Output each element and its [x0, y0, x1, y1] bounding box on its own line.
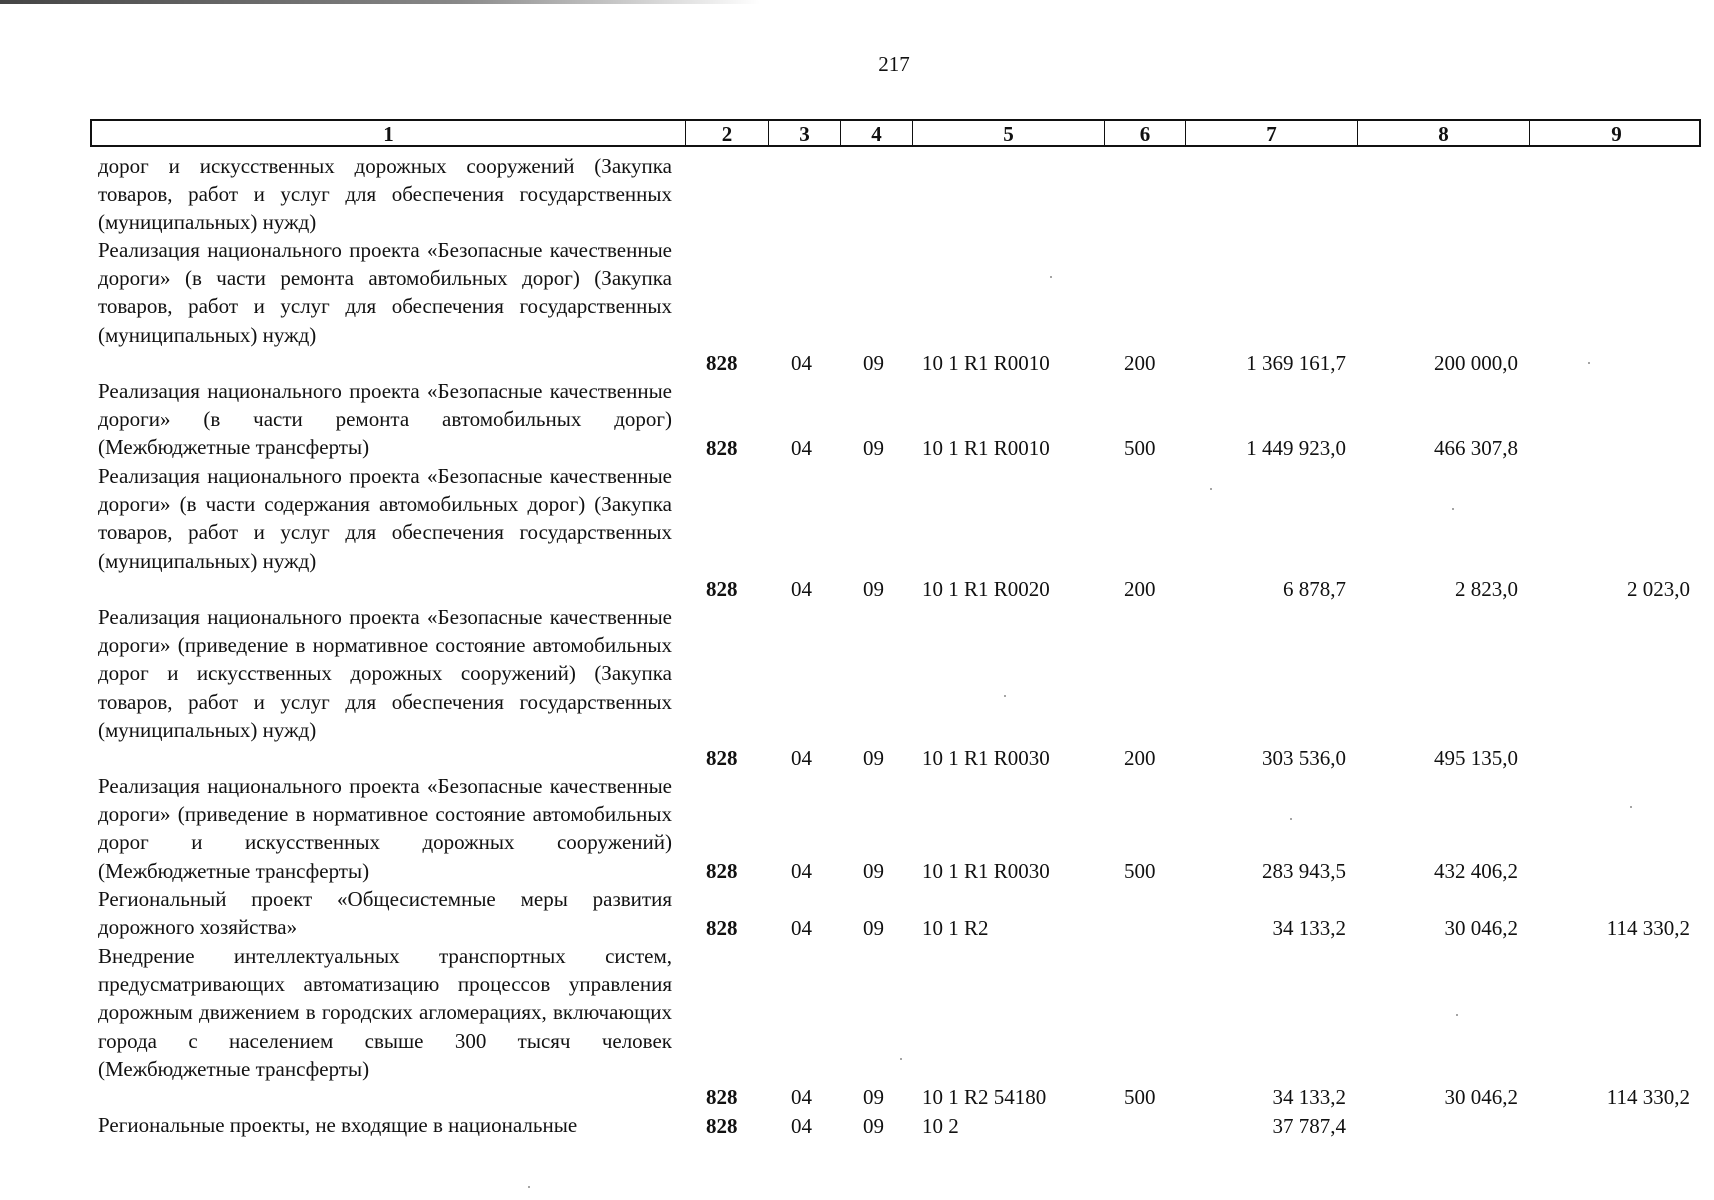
row-description: дорог и искусственных дорожных сооружений (Закупка товаров, работ и услуг для обеспечения государственных (муниципальных) нужд) — [98, 154, 672, 235]
cell-csr: 10 1 R1 R0030 — [922, 859, 1050, 883]
cell-sum-8: 2 823,0 — [1455, 577, 1518, 601]
page-number: 217 — [878, 52, 910, 76]
scan-speck — [1630, 806, 1632, 808]
table-row — [0, 942, 1714, 1111]
cell-gr: 828 — [706, 351, 738, 375]
table-row — [0, 236, 1714, 377]
cell-rz: 04 — [791, 436, 812, 460]
cell-vr: 500 — [1124, 1085, 1156, 1109]
cell-sum-8: 466 307,8 — [1434, 436, 1518, 460]
cell-gr: 828 — [706, 436, 738, 460]
cell-sum-8: 30 046,2 — [1444, 916, 1518, 940]
cell-pr: 09 — [863, 1114, 884, 1138]
scan-speck — [900, 1058, 902, 1060]
scan-speck — [528, 1186, 530, 1188]
table-row — [0, 1111, 1714, 1140]
cell-vr: 200 — [1124, 351, 1156, 375]
cell-csr: 10 1 R1 R0010 — [922, 436, 1050, 460]
cell-sum-7: 283 943,5 — [1262, 859, 1346, 883]
cell-csr: 10 1 R1 R0030 — [922, 746, 1050, 770]
row-description: Реализация национального проекта «Безопасные качественные дороги» (в части ремонта автомобильных дорог) (Межбюджетные трансферты) — [98, 379, 672, 460]
table-row — [0, 885, 1714, 942]
cell-gr: 828 — [706, 577, 738, 601]
cell-sum-8: 495 135,0 — [1434, 746, 1518, 770]
cell-csr: 10 1 R1 R0020 — [922, 577, 1050, 601]
cell-vr: 500 — [1124, 859, 1156, 883]
table-row — [0, 462, 1714, 603]
cell-rz: 04 — [791, 577, 812, 601]
scan-edge — [0, 0, 760, 4]
cell-vr: 200 — [1124, 746, 1156, 770]
table-row — [0, 377, 1714, 462]
header-col-8: 8 — [1357, 121, 1529, 145]
row-description: Региональный проект «Общесистемные меры развития дорожного хозяйства» — [98, 887, 672, 940]
cell-gr: 828 — [706, 1114, 738, 1138]
table-row — [0, 772, 1714, 885]
scan-speck — [1588, 362, 1590, 364]
row-description: Реализация национального проекта «Безопасные качественные дороги» (в части ремонта автомобильных дорог) (Закупка товаров, работ и услуг для обеспечения государственных (муниципальных) нужд) — [98, 238, 672, 347]
cell-sum-7: 34 133,2 — [1272, 1085, 1346, 1109]
header-col-7: 7 — [1185, 121, 1357, 145]
cell-sum-7: 303 536,0 — [1262, 746, 1346, 770]
cell-gr: 828 — [706, 746, 738, 770]
cell-gr: 828 — [706, 916, 738, 940]
cell-pr: 09 — [863, 577, 884, 601]
header-col-2: 2 — [685, 121, 768, 145]
cell-sum-9: 114 330,2 — [1606, 916, 1690, 940]
scan-speck — [1210, 488, 1212, 490]
cell-csr: 10 1 R2 54180 — [922, 1085, 1047, 1109]
cell-csr: 10 1 R2 — [922, 916, 989, 940]
scan-speck — [1004, 695, 1006, 697]
cell-pr: 09 — [863, 436, 884, 460]
cell-sum-8: 432 406,2 — [1434, 859, 1518, 883]
row-description: Реализация национального проекта «Безопасные качественные дороги» (приведение в нормативное состояние автомобильных дорог и искусственных дорожных сооружений) (Межбюджетные трансферты) — [98, 774, 672, 883]
scan-speck — [1456, 1014, 1458, 1016]
scan-speck — [1050, 276, 1052, 278]
cell-sum-8: 200 000,0 — [1434, 351, 1518, 375]
cell-rz: 04 — [791, 746, 812, 770]
row-description: Внедрение интеллектуальных транспортных систем, предусматривающих автоматизацию процессов управления дорожным движением в городских агломерациях, включающих города с населением свыше 300 тысяч человек (Межбюджетные трансферты) — [98, 944, 672, 1081]
cell-rz: 04 — [791, 1114, 812, 1138]
header-col-1: 1 — [383, 122, 394, 146]
cell-csr: 10 1 R1 R0010 — [922, 351, 1050, 375]
header-col-4: 4 — [840, 121, 912, 145]
header-col-9: 9 — [1529, 121, 1703, 145]
cell-pr: 09 — [863, 859, 884, 883]
table-row — [0, 603, 1714, 772]
cell-rz: 04 — [791, 1085, 812, 1109]
cell-gr: 828 — [706, 859, 738, 883]
cell-rz: 04 — [791, 859, 812, 883]
header-col-5: 5 — [912, 121, 1104, 145]
scan-speck — [1452, 508, 1454, 510]
cell-pr: 09 — [863, 916, 884, 940]
cell-pr: 09 — [863, 351, 884, 375]
cell-rz: 04 — [791, 916, 812, 940]
row-description: Региональные проекты, не входящие в национальные — [98, 1113, 578, 1137]
cell-sum-7: 1 369 161,7 — [1246, 351, 1346, 375]
cell-pr: 09 — [863, 1085, 884, 1109]
table-header — [90, 119, 1701, 147]
cell-vr: 200 — [1124, 577, 1156, 601]
cell-rz: 04 — [791, 351, 812, 375]
header-col-6: 6 — [1104, 121, 1185, 145]
cell-sum-9: 2 023,0 — [1627, 577, 1690, 601]
cell-csr: 10 2 — [922, 1114, 959, 1138]
cell-sum-7: 34 133,2 — [1272, 916, 1346, 940]
cell-gr: 828 — [706, 1085, 738, 1109]
cell-sum-7: 37 787,4 — [1272, 1114, 1346, 1138]
table-row — [0, 152, 1714, 236]
row-description: Реализация национального проекта «Безопасные качественные дороги» (в части содержания автомобильных дорог) (Закупка товаров, работ и услуг для обеспечения государственных (муниципальных) нужд) — [98, 464, 672, 573]
header-col-3: 3 — [768, 121, 840, 145]
cell-sum-7: 1 449 923,0 — [1246, 436, 1346, 460]
cell-sum-7: 6 878,7 — [1283, 577, 1346, 601]
cell-sum-8: 30 046,2 — [1444, 1085, 1518, 1109]
cell-sum-9: 114 330,2 — [1606, 1085, 1690, 1109]
cell-pr: 09 — [863, 746, 884, 770]
scan-speck — [1290, 818, 1292, 820]
cell-vr: 500 — [1124, 436, 1156, 460]
row-description: Реализация национального проекта «Безопасные качественные дороги» (приведение в нормативное состояние автомобильных дорог и искусственных дорожных сооружений) (Закупка товаров, работ и услуг для обеспечения государственных (муниципальных) нужд) — [98, 605, 672, 742]
